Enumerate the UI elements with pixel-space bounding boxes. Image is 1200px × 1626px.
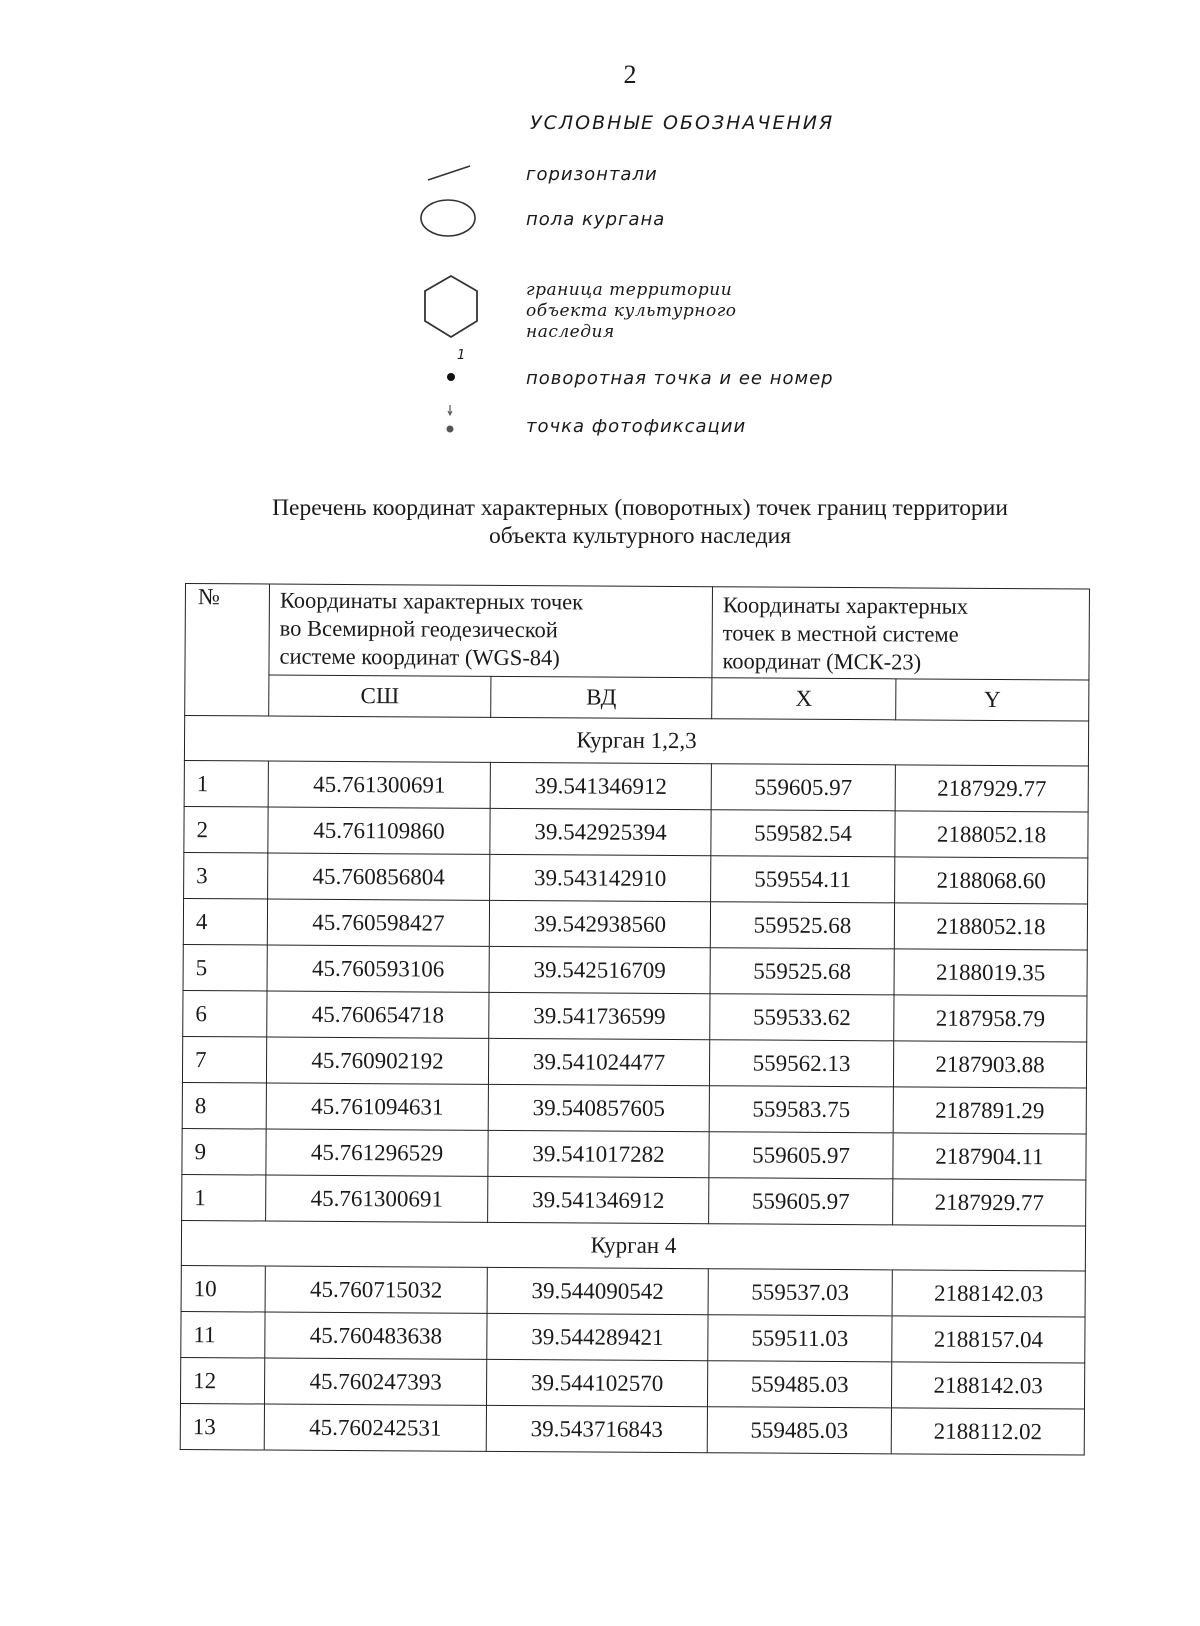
cell-lon: 39.544090542	[487, 1267, 708, 1314]
cell-y: 2187929.77	[893, 1179, 1086, 1226]
cell-num: 1	[182, 1174, 266, 1221]
table-header-row	[185, 584, 1090, 681]
cell-lon: 39.542925394	[490, 808, 711, 855]
cell-lat: 45.760598427	[267, 899, 489, 946]
header-number: №	[185, 584, 270, 717]
cell-lon: 39.544102570	[486, 1359, 707, 1406]
cell-y: 2187891.29	[893, 1087, 1086, 1134]
list-title-line2: объекта культурного наследия	[488, 523, 792, 549]
cell-y: 2187958.79	[894, 995, 1087, 1042]
contour-line-icon	[420, 158, 480, 188]
cell-lat: 45.760856804	[268, 853, 490, 900]
cell-lon: 39.541346912	[488, 1176, 709, 1223]
cell-x: 559562.13	[709, 1040, 893, 1087]
cell-y: 2188068.60	[895, 857, 1088, 904]
cell-x: 559605.97	[709, 1178, 893, 1225]
cell-y: 2188052.18	[894, 903, 1087, 950]
table-row	[183, 944, 1087, 996]
legend-label-boundary-line1: граница территории	[526, 280, 733, 300]
header-msk23-line1: Координаты характерных	[722, 592, 969, 619]
legend-label-photo-point: точка фотофиксации	[526, 416, 747, 437]
group-title: Курган 1,2,3	[184, 716, 1088, 767]
page-number: 2	[623, 60, 637, 89]
cell-y: 2187904.11	[893, 1133, 1086, 1180]
legend-title: УСЛОВНЫЕ ОБОЗНАЧЕНИЯ	[530, 112, 835, 134]
header-wgs84-line1: Координаты характерных точек	[279, 587, 584, 615]
cell-lon: 39.541017282	[488, 1130, 709, 1177]
cell-lon: 39.543716843	[486, 1405, 707, 1452]
cell-x: 559554.11	[711, 856, 895, 903]
group-row-kurgan-4	[181, 1220, 1085, 1271]
header-msk23-line3: координат (МСК-23)	[722, 648, 922, 675]
cell-num: 2	[184, 806, 268, 853]
group-row-kurgan-123	[184, 716, 1088, 767]
cell-lon: 39.542938560	[489, 900, 710, 947]
list-title-line1: Перечень координат характерных (поворотных) точек границ территории	[272, 495, 1008, 521]
legend-label-kurgan-floor: пола кургана	[526, 209, 666, 230]
cell-y: 2188157.04	[892, 1316, 1085, 1363]
header-msk23-line2: точек в местной системе	[722, 620, 959, 647]
turning-point-icon	[420, 346, 480, 392]
cell-lon: 39.543142910	[490, 854, 711, 901]
cell-lon: 39.544289421	[487, 1313, 708, 1360]
cell-num: 11	[181, 1311, 265, 1358]
cell-x: 559582.54	[711, 810, 895, 857]
legend-item-kurgan-floor	[420, 196, 940, 242]
cell-num: 1	[184, 760, 268, 807]
cell-y: 2188142.03	[891, 1362, 1084, 1409]
cell-lon: 39.541346912	[490, 762, 711, 809]
cell-y: 2188052.18	[895, 811, 1088, 858]
cell-lon: 39.540857605	[488, 1084, 709, 1131]
cell-lat: 45.760715032	[265, 1266, 487, 1313]
table-subheader-row	[185, 675, 1089, 722]
cell-lat: 45.761300691	[268, 761, 490, 808]
cell-x: 559485.03	[707, 1407, 891, 1454]
cell-y: 2188142.03	[892, 1270, 1085, 1317]
table-row	[183, 898, 1087, 950]
table-row	[180, 1357, 1084, 1409]
table-row	[182, 1174, 1086, 1226]
header-msk23	[712, 587, 1090, 680]
group-title: Курган 4	[181, 1220, 1085, 1271]
cell-x: 559525.68	[710, 948, 894, 995]
header-wgs84	[269, 584, 713, 678]
legend-label-turning-point: поворотная точка и ее номер	[526, 368, 834, 389]
cell-lat: 45.760247393	[264, 1358, 486, 1405]
cell-x: 559605.97	[709, 1132, 893, 1179]
cell-lon: 39.541024477	[488, 1038, 709, 1085]
cell-lat: 45.760242531	[264, 1404, 486, 1451]
table-row	[184, 806, 1088, 858]
cell-y: 2188112.02	[891, 1408, 1084, 1455]
turning-point-number: 1	[457, 348, 466, 363]
hexagon-icon	[420, 272, 490, 352]
header-wgs84-line3: системе координат (WGS-84)	[279, 643, 560, 671]
table-row	[182, 1128, 1086, 1180]
legend-item-photo-point	[420, 400, 940, 440]
table-row	[182, 1082, 1086, 1134]
legend-label-boundary-line3: наследия	[526, 322, 615, 342]
legend-label-contours: горизонтали	[526, 164, 658, 185]
cell-lat: 45.760654718	[267, 991, 489, 1038]
cell-num: 10	[181, 1265, 265, 1312]
list-title	[150, 494, 1130, 550]
header-wgs84-line2: во Всемирной геодезической	[279, 615, 558, 643]
cell-lat: 45.761094631	[266, 1083, 488, 1130]
legend-item-contours	[420, 158, 940, 188]
table-row	[184, 760, 1088, 812]
header-lat: СШ	[269, 675, 491, 717]
cell-num: 4	[183, 898, 267, 945]
cell-num: 3	[184, 852, 268, 899]
cell-lon: 39.541736599	[489, 992, 710, 1039]
legend-item-turning-point	[420, 346, 940, 392]
legend-label-boundary-line2: объекта культурного	[526, 301, 737, 321]
ellipse-icon	[420, 196, 480, 242]
cell-y: 2188019.35	[894, 949, 1087, 996]
table-row	[181, 1265, 1085, 1317]
cell-lat: 45.761300691	[266, 1175, 488, 1222]
cell-lon: 39.542516709	[489, 946, 710, 993]
table-row	[180, 1403, 1084, 1455]
cell-y: 2187929.77	[895, 765, 1088, 812]
cell-x: 559537.03	[708, 1269, 892, 1316]
cell-num: 9	[182, 1128, 266, 1175]
header-y: Y	[896, 679, 1089, 721]
cell-num: 6	[183, 990, 267, 1037]
photo-point-icon	[420, 400, 480, 440]
cell-x: 559485.03	[707, 1361, 891, 1408]
cell-num: 5	[183, 944, 267, 991]
cell-num: 12	[180, 1357, 264, 1404]
cell-x: 559605.97	[711, 764, 895, 811]
cell-lat: 45.761109860	[268, 807, 490, 854]
cell-x: 559511.03	[708, 1315, 892, 1362]
cell-x: 559583.75	[709, 1086, 893, 1133]
cell-lat: 45.761296529	[266, 1129, 488, 1176]
cell-lat: 45.760902192	[266, 1037, 488, 1084]
table-row	[183, 990, 1087, 1042]
coordinates-table	[180, 583, 1090, 1456]
cell-x: 559525.68	[710, 902, 894, 949]
cell-x: 559533.62	[710, 994, 894, 1041]
header-x: X	[712, 678, 896, 720]
legend-item-boundary	[420, 272, 940, 352]
cell-lat: 45.760593106	[267, 945, 489, 992]
cell-lat: 45.760483638	[265, 1312, 487, 1359]
cell-num: 13	[180, 1403, 264, 1450]
table-row	[182, 1036, 1086, 1088]
table-row	[181, 1311, 1085, 1363]
header-lon: ВД	[491, 676, 712, 718]
cell-num: 7	[182, 1036, 266, 1083]
cell-y: 2187903.88	[893, 1041, 1086, 1088]
table-row	[184, 852, 1088, 904]
cell-num: 8	[182, 1082, 266, 1129]
